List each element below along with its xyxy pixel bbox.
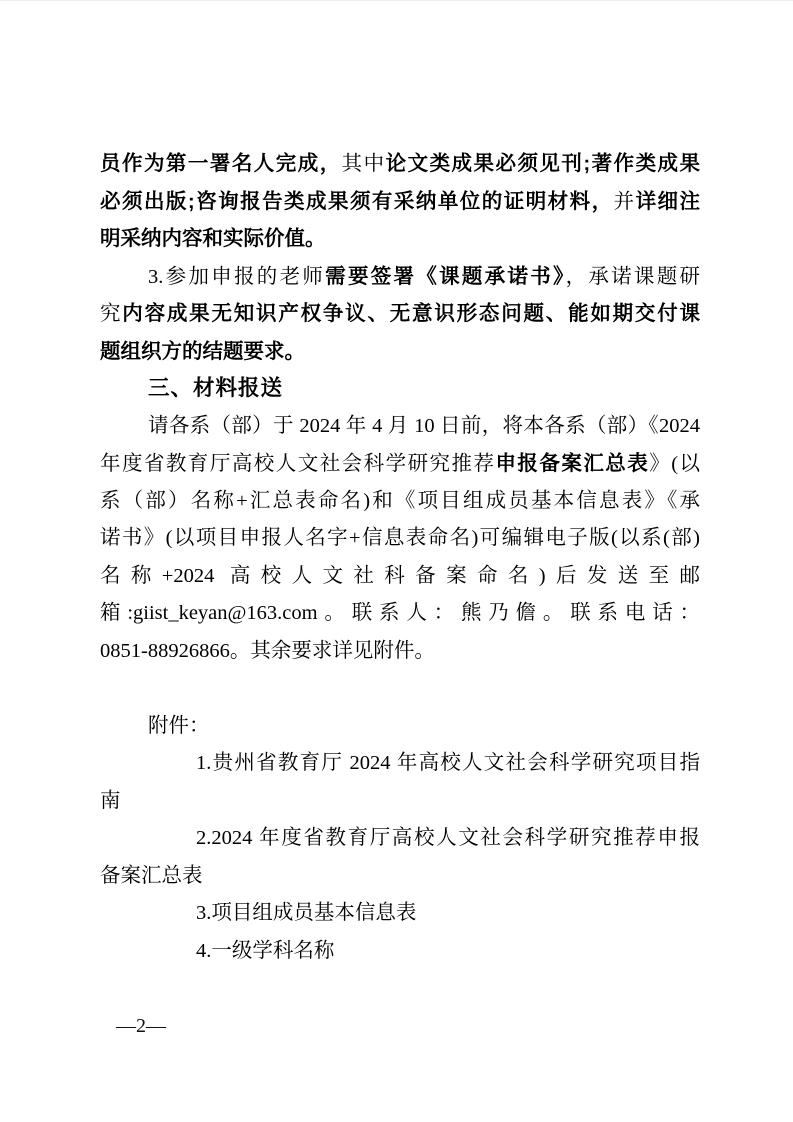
- text-run: 3.参加申报的老师: [148, 265, 326, 288]
- text-run: 2.2024 年度省教育厅高校人文社会科学研究推荐申报: [196, 827, 700, 849]
- text-line: [100, 558, 700, 596]
- text-line: [100, 258, 700, 296]
- text-run: 附件：: [148, 714, 210, 737]
- text-line: [100, 783, 700, 821]
- text-run: 》(以: [649, 453, 700, 475]
- text-run: 1.贵州省教育厅 2024 年高校人文社会科学研究项目指: [196, 752, 700, 774]
- text-run: 请各系（部）于 2024 年 4 月 10 日前，将本各系（部）《2024: [148, 414, 700, 437]
- text-run: 年度省教育厅高校人文社会科学研究推荐: [100, 453, 496, 475]
- text-run: 箱:giist_keyan@163.com。联系人：熊乃儋。联系电话：: [100, 602, 700, 624]
- bold-text-run: 员作为第一署名人完成，: [100, 152, 342, 175]
- text-run: 0851-88926866。其余要求详见附件。: [100, 639, 435, 662]
- text-run: 系（部）名称+汇总表命名)和《项目组成员基本信息表》《承: [100, 489, 700, 512]
- text-run: 究: [100, 303, 123, 325]
- text-run: 并: [613, 190, 636, 213]
- text-line: [100, 933, 700, 971]
- text-line: [100, 145, 700, 183]
- text-run: 4.一级学科名称: [196, 939, 335, 962]
- bold-text-run: 三、材料报送: [148, 376, 284, 400]
- text-run: 3.项目组成员基本信息表: [196, 902, 417, 924]
- text-line: [100, 633, 700, 671]
- text-run: ，承诺课题研: [565, 265, 700, 288]
- text-line: [100, 220, 700, 258]
- text-line: [100, 858, 700, 896]
- text-line: [100, 595, 700, 633]
- bold-text-run: 详细注: [635, 189, 700, 213]
- text-run: 其中: [341, 153, 386, 175]
- text-line: [100, 520, 700, 558]
- text-line: [100, 408, 700, 446]
- section-heading: [100, 370, 700, 408]
- text-run: 名称+2024 高校人文社科备案命名)后发送至邮: [100, 564, 700, 587]
- bold-text-run: 必须出版;咨询报告类成果须有采纳单位的证明材料，: [100, 189, 614, 213]
- text-line: [100, 333, 700, 371]
- text-line: [100, 820, 700, 858]
- text-line: [100, 295, 700, 333]
- bold-text-run: 题组织方的结题要求。: [100, 339, 305, 363]
- bold-text-run: 申报备案汇总表: [495, 452, 650, 475]
- text-run: 备案汇总表: [100, 864, 203, 887]
- text-line: [100, 183, 700, 221]
- bold-text-run: 内容成果无知识产权争议、无意识形态问题、能如期交付课: [122, 302, 700, 325]
- page-number: —2—: [116, 1015, 166, 1037]
- text-run: 诺书》(以项目申报人名字+信息表命名)可编辑电子版(以系(部): [100, 527, 700, 549]
- text-run: 南: [100, 789, 121, 812]
- text-line: [100, 745, 700, 783]
- blank-line: [100, 670, 700, 708]
- text-flow: [100, 145, 700, 970]
- text-line: [100, 708, 700, 746]
- text-line: [100, 445, 700, 483]
- bold-text-run: 论文类成果必须见刊;著作类成果: [385, 152, 700, 175]
- bold-text-run: 需要签署《课题承诺书》: [325, 264, 566, 288]
- bold-text-run: 明采纳内容和实际价值。: [100, 227, 326, 250]
- text-line: [100, 895, 700, 933]
- text-line: [100, 483, 700, 521]
